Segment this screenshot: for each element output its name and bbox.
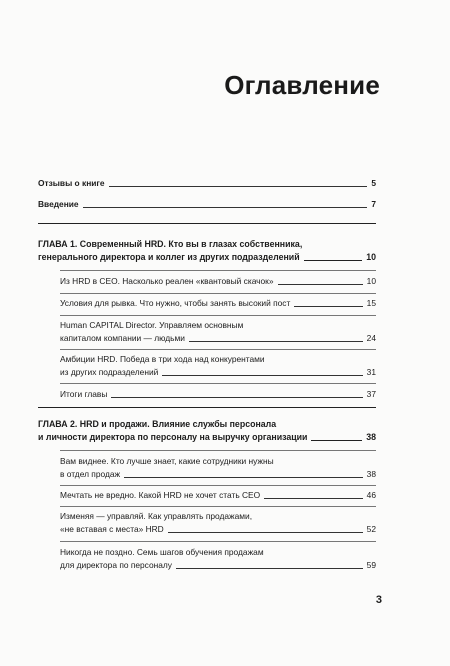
toc-item[interactable] [60,456,376,467]
page-title: Оглавление [224,70,380,100]
item-divider [60,293,376,294]
toc-item-cont[interactable] [60,524,376,535]
toc-item-label-cont: капиталом компании — людьми [60,333,185,343]
toc-item-cont[interactable] [60,469,376,480]
dot-leader [189,341,363,342]
chapter-1-title[interactable] [38,238,376,250]
toc-item-page: 59 [366,560,376,570]
toc-item[interactable] [60,511,376,522]
item-divider [60,541,376,542]
toc-entry-reviews[interactable] [38,178,376,189]
toc-item[interactable] [60,547,376,558]
dot-leader [278,284,363,285]
toc-item-label-cont: для директора по персоналу [60,560,172,570]
toc-item-label: Никогда не поздно. Семь шагов обучения продажам [60,547,264,557]
dot-leader [83,207,368,208]
toc-item-cont[interactable] [60,333,376,344]
chapter-2-title[interactable] [38,418,376,430]
toc-entry-introduction[interactable] [38,199,376,210]
toc-item-page: 37 [366,389,376,399]
chapter-page: 38 [366,432,376,442]
toc-entry-page: 5 [371,178,376,188]
toc-item-label: Амбиции HRD. Победа в три хода над конкурентами [60,354,265,364]
dot-leader [264,498,363,499]
toc-item-label-cont: «не вставая с места» HRD [60,524,164,534]
toc-item-page: 31 [366,367,376,377]
item-divider [60,270,376,271]
toc-item-page: 24 [366,333,376,343]
toc-entry-label: Отзывы о книге [38,178,105,188]
item-divider [60,315,376,316]
toc-item-page: 46 [366,490,376,500]
toc-item-page: 15 [366,298,376,308]
section-divider [38,407,376,408]
chapter-1-title-cont[interactable] [38,251,376,263]
chapter-title-line2: генерального директора и коллег из других подразделений [38,252,300,262]
chapter-page: 10 [366,252,376,262]
toc-item[interactable] [60,320,376,331]
dot-leader [162,375,362,376]
section-divider [38,223,376,224]
toc-entry-label: Введение [38,199,79,209]
item-divider [60,383,376,384]
toc-item-page: 10 [366,276,376,286]
toc-item-page: 52 [366,524,376,534]
toc-item[interactable] [60,354,376,365]
item-divider [60,485,376,486]
chapter-2-title-cont[interactable] [38,431,376,443]
toc-item-label: Из HRD в CEO. Насколько реален «квантовый скачок» [60,276,274,286]
toc-item[interactable] [60,490,376,501]
toc-item-label: Мечтать не вредно. Какой HRD не хочет стать CEO [60,490,261,500]
chapter-title-line1: ГЛАВА 2. HRD и продажи. Влияние службы персонала [38,419,277,429]
toc-entry-page: 7 [371,199,376,209]
toc-item-label: Условия для рывка. Что нужно, чтобы занять высокий пост [60,298,291,308]
dot-leader [311,440,362,441]
dot-leader [109,186,368,187]
toc-item-label-cont: в отдел продаж [60,469,121,479]
dot-leader [294,306,362,307]
item-divider [60,450,376,451]
toc-item-label-cont: из других подразделений [60,367,159,377]
toc-item[interactable] [60,276,376,287]
dot-leader [176,568,363,569]
toc-item[interactable] [60,389,376,400]
chapter-title-line1: ГЛАВА 1. Современный HRD. Кто вы в глазах собственника, [38,239,303,249]
toc-item[interactable] [60,298,376,309]
toc-item-label: Human CAPITAL Director. Управляем основным [60,320,244,330]
item-divider [60,506,376,507]
toc-item-label: Итоги главы [60,389,108,399]
toc-item-page: 38 [366,469,376,479]
toc-item-cont[interactable] [60,367,376,378]
dot-leader [124,477,363,478]
page-number: 3 [375,594,382,606]
item-divider [60,349,376,350]
chapter-title-line2: и личности директора по персоналу на выручку организации [38,432,308,442]
toc-item-label: Изменяя — управляй. Как управлять продажами, [60,511,253,521]
dot-leader [111,397,362,398]
dot-leader [168,532,363,533]
toc-item-cont[interactable] [60,560,376,571]
dot-leader [304,260,363,261]
toc-item-label: Вам виднее. Кто лучше знает, какие сотрудники нужны [60,456,274,466]
